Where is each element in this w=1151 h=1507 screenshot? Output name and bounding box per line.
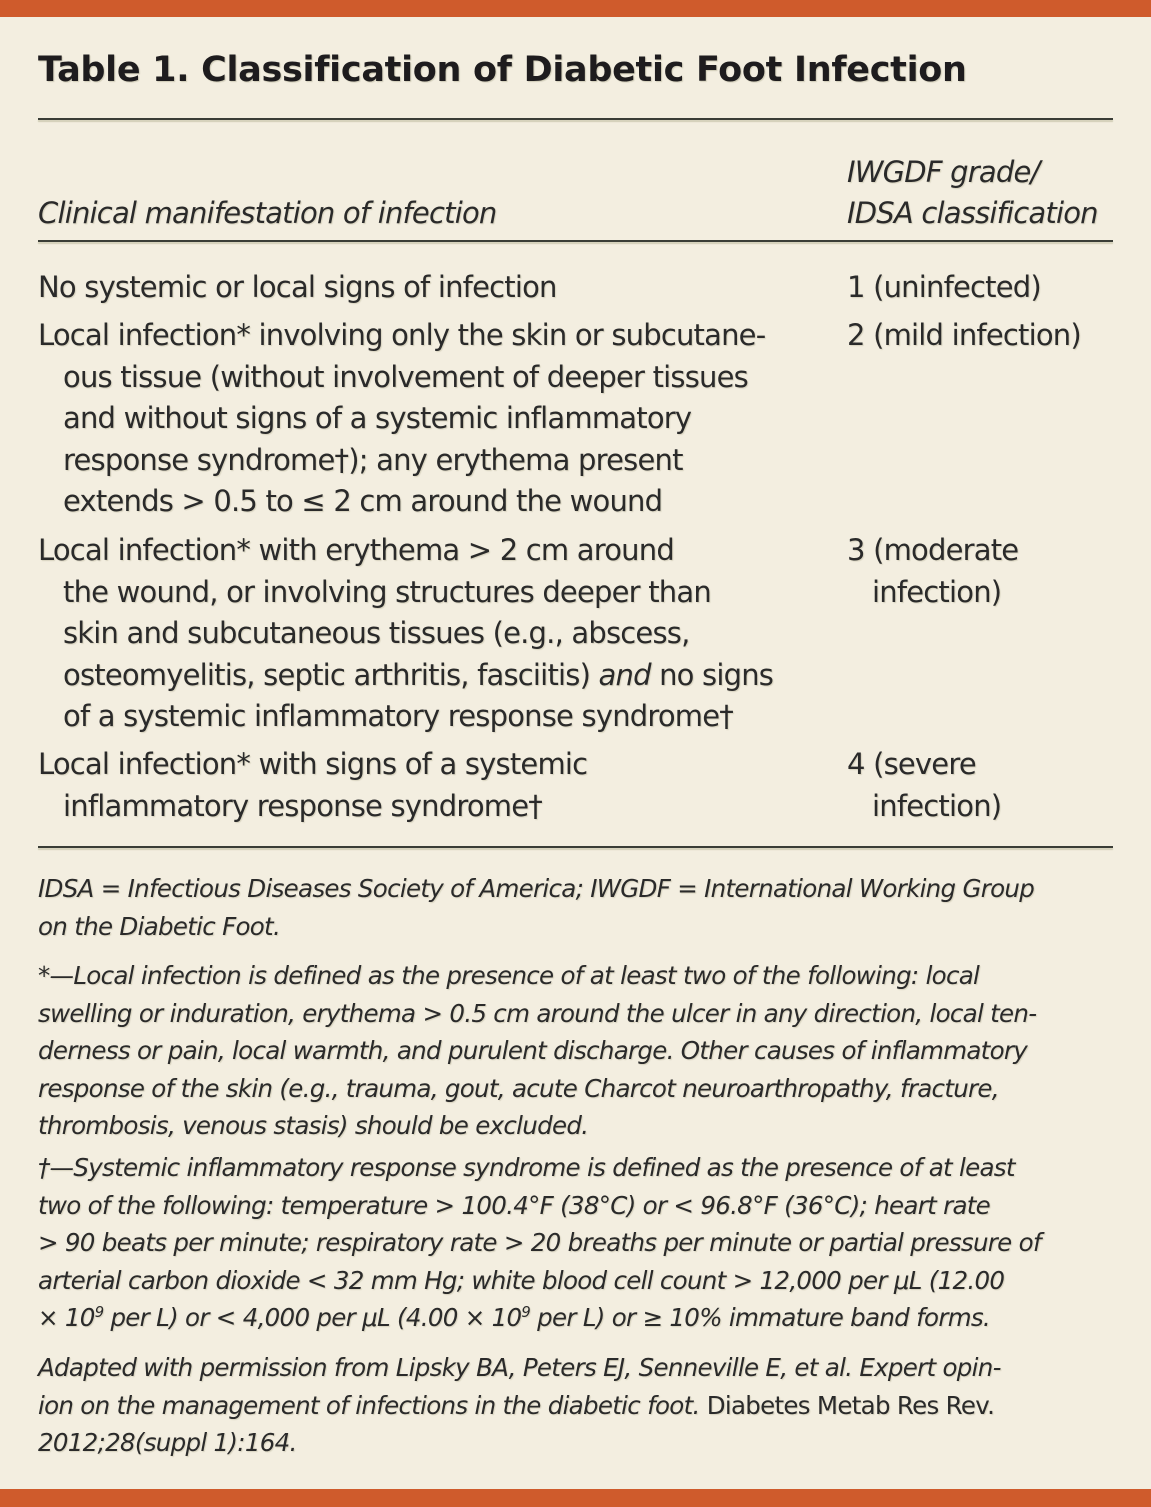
description-line	[38, 655, 818, 697]
grade-line: infection)	[872, 788, 1002, 823]
row-grade	[847, 530, 1127, 613]
footnote-text: per L) or < 4,000 per μL (4.00 × 10	[103, 1303, 522, 1332]
footnote-line: derness or pain, local warmth, and purulent discharge. Other causes of inflammatory	[38, 1036, 1028, 1065]
description-line: Local infection* with erythema > 2 cm around	[38, 533, 674, 567]
header-manifestation: Clinical manifestation of infection	[38, 196, 497, 230]
footnote-line: swelling or induration, erythema > 0.5 cm around the ulcer in any direction, local ten-	[38, 998, 1037, 1028]
description-line: of a systemic inflammatory response syndrome†	[63, 699, 733, 733]
footnote-line: response of the skin (e.g., trauma, gout, acute Charcot neuroarthropathy, fracture,	[38, 1073, 999, 1103]
row-description	[38, 744, 818, 827]
table-bottom-rule	[38, 846, 1113, 848]
row-description	[38, 530, 818, 738]
footnote-text: per L) or ≥ 10% immature band forms.	[530, 1303, 991, 1332]
footnote-line: IDSA = Infectious Diseases Society of America; IWGDF = International Working Group	[38, 874, 1035, 903]
superscript: 9	[521, 1303, 531, 1321]
footnote-line: *—Local infection is defined as the presence of at least two of the following: local	[38, 961, 980, 990]
row-grade	[847, 267, 1127, 309]
header-grade-line: IDSA classification	[847, 196, 1098, 230]
description-line: ous tissue (without involvement of deeper tissues	[63, 359, 748, 394]
description-line: response syndrome†); any erythema present	[63, 442, 683, 477]
header-grade	[847, 152, 1098, 234]
top-accent-band	[0, 0, 1151, 17]
description-text: osteomyelitis, septic arthritis, fasciitis)	[63, 657, 599, 692]
footnote-line: †—Systemic inflammatory response syndrome is defined as the presence of at least	[38, 1153, 1015, 1182]
footnote-line: two of the following: temperature > 100.4°F (38°C) or < 96.8°F (36°C); heart rate	[38, 1190, 991, 1220]
row-description	[38, 315, 818, 523]
description-line: extends > 0.5 to ≤ 2 cm around the wound	[63, 484, 663, 518]
description-line: No systemic or local signs of infection	[38, 270, 557, 304]
footnote-text: × 10	[38, 1303, 95, 1332]
grade-line: infection)	[872, 574, 1002, 609]
citation-line	[38, 1387, 1113, 1425]
description-line: skin and subcutaneous tissues (e.g., abscess,	[63, 616, 690, 650]
bottom-accent-band	[0, 1489, 1151, 1507]
grade-line: 3 (moderate	[847, 533, 1019, 567]
footnote-asterisk	[38, 957, 1113, 1145]
description-text: no signs	[650, 657, 774, 692]
citation-text: ion on the management of infections in the diabetic foot.	[38, 1390, 707, 1420]
footnote-abbreviations	[38, 870, 1113, 945]
row-grade	[847, 744, 1127, 827]
footnote-line	[38, 1299, 1113, 1337]
journal-name: Diabetes Metab Res Rev.	[706, 1390, 995, 1420]
emphasis-and: and	[598, 657, 651, 692]
description-line: Local infection* involving only the skin or subcutane-	[38, 318, 766, 352]
grade-line: 2 (mild infection)	[847, 318, 1081, 352]
description-line: the wound, or involving structures deeper than	[63, 574, 711, 609]
description-line: Local infection* with signs of a systemic	[38, 747, 588, 781]
description-line: and without signs of a systemic inflammatory	[63, 401, 692, 435]
table-title: Table 1. Classification of Diabetic Foot Infection	[38, 50, 967, 90]
citation-line: Adapted with permission from Lipsky BA, Peters EJ, Senneville E, et al. Expert opin-	[38, 1353, 1001, 1382]
description-line: inflammatory response syndrome†	[63, 788, 542, 823]
footnote-line: on the Diabetic Foot.	[38, 911, 281, 941]
title-rule	[38, 118, 1113, 120]
row-description	[38, 267, 818, 309]
grade-line: 1 (uninfected)	[847, 270, 1041, 304]
header-rule	[38, 240, 1113, 242]
source-citation	[38, 1349, 1113, 1462]
grade-line: 4 (severe	[847, 747, 976, 781]
footnote-line: arterial carbon dioxide < 32 mm Hg; white blood cell count > 12,000 per μL (12.00	[38, 1265, 1005, 1295]
footnote-dagger	[38, 1149, 1113, 1337]
footnote-line: > 90 beats per minute; respiratory rate > 20 breaths per minute or partial pressure of	[38, 1228, 1041, 1257]
row-grade	[847, 315, 1127, 357]
header-grade-line: IWGDF grade/	[847, 155, 1040, 189]
superscript: 9	[94, 1303, 104, 1321]
citation-line: 2012;28(suppl 1):164.	[38, 1428, 297, 1457]
footnote-line: thrombosis, venous stasis) should be excluded.	[38, 1111, 589, 1140]
